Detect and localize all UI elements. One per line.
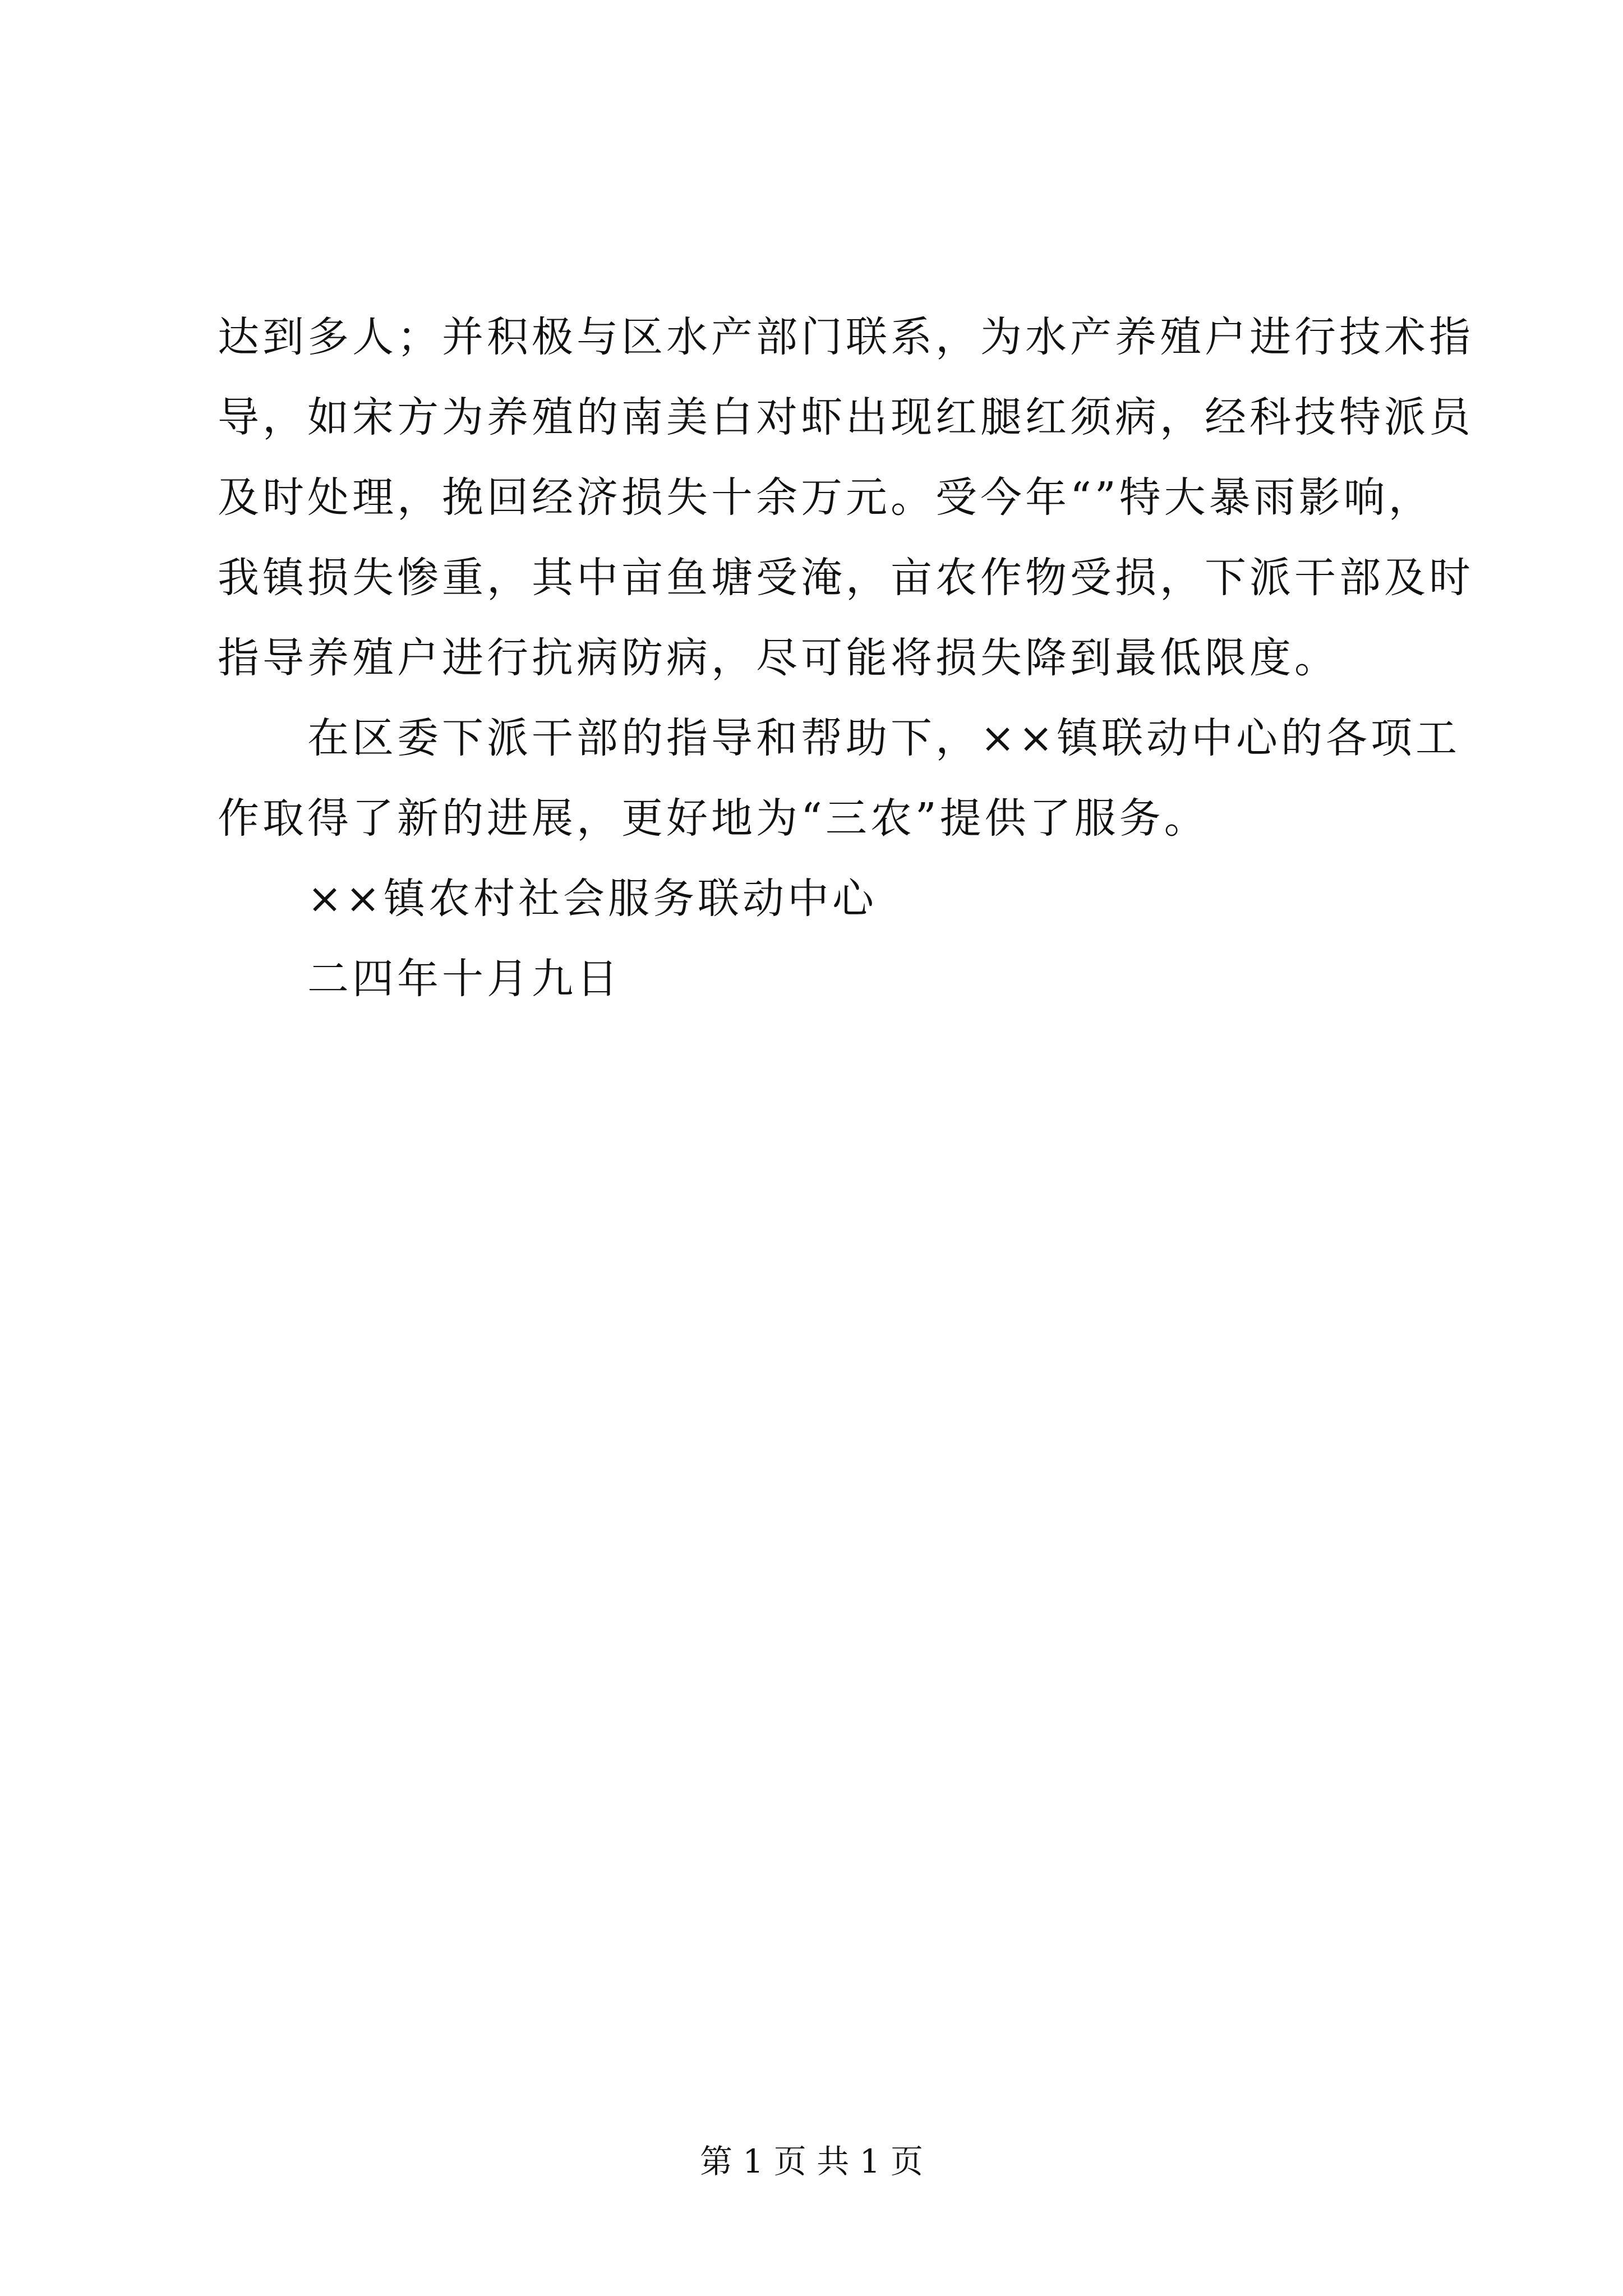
body-line-2: 导，如宋方为养殖的南美白对虾出现红腿红须病，经科技特派员 xyxy=(218,393,1474,441)
body-line-6: 在区委下派干部的指导和帮助下，××镇联动中心的各项工 xyxy=(307,714,1461,762)
signature-organization: ××镇农村社会服务联动中心 xyxy=(307,875,878,923)
body-line-7: 作取得了新的进展，更好地为“三农”提供了服务。 xyxy=(218,794,1209,843)
document-body xyxy=(218,297,1474,1019)
page-number-footer: 第 1 页 共 1 页 xyxy=(700,2142,923,2180)
signature-date: 二四年十月九日 xyxy=(307,955,621,1003)
body-line-4: 我镇损失惨重，其中亩鱼塘受淹，亩农作物受损，下派干部及时 xyxy=(218,554,1474,602)
body-line-3: 及时处理，挽回经济损失十余万元。受今年“”特大暴雨影响， xyxy=(218,473,1433,522)
body-line-5: 指导养殖户进行抗病防病，尽可能将损失降到最低限度。 xyxy=(218,634,1339,682)
body-line-1: 达到多人；并积极与区水产部门联系，为水产养殖户进行技术指 xyxy=(218,313,1474,361)
